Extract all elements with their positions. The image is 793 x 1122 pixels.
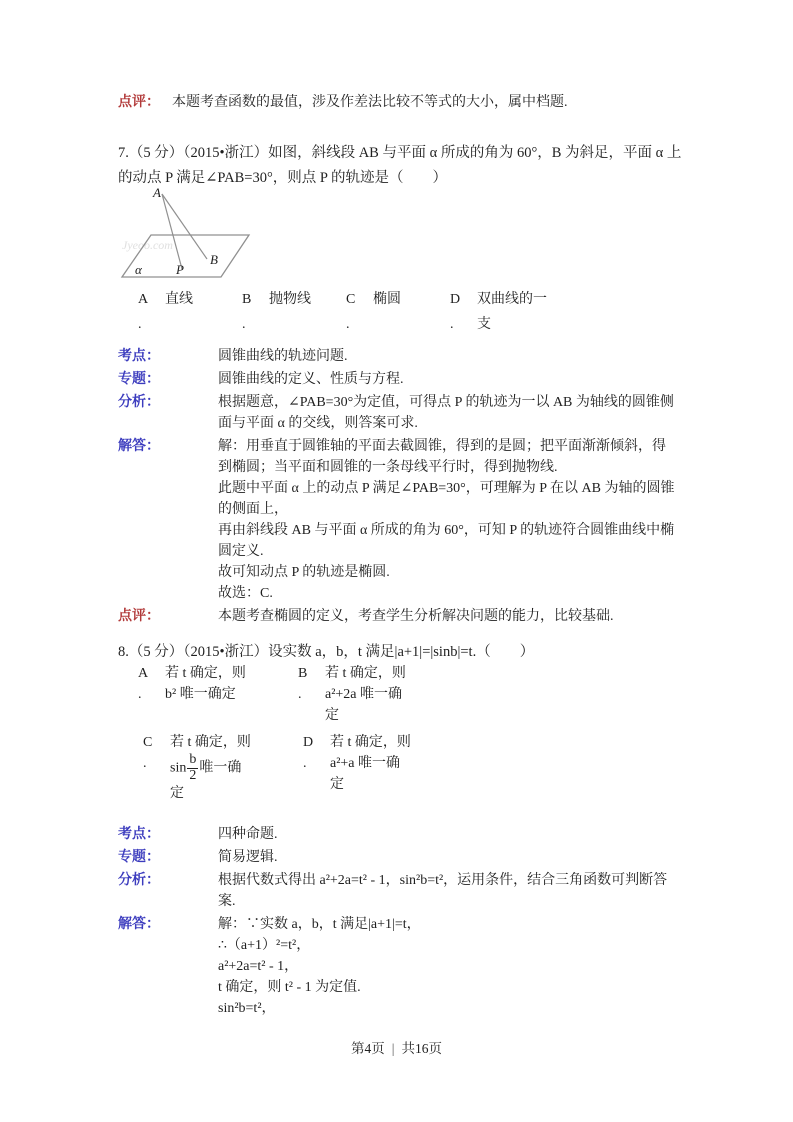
text-line: 若 t 确定，则: [325, 666, 406, 681]
footer-separator: |: [391, 1041, 395, 1056]
q8-option-A: [138, 663, 298, 726]
option-letter: B: [242, 292, 252, 307]
figure-label-A: A: [153, 187, 161, 200]
option-letter: C: [346, 292, 356, 307]
option-dot: .: [143, 756, 147, 771]
q8-option-D: [303, 732, 463, 804]
q7-row-zhuanti: [118, 369, 623, 390]
footer-current-page: 第4页: [351, 1041, 385, 1056]
kaodian-text: 圆锥曲线的轨迹问题.: [218, 349, 348, 364]
option-dot: .: [138, 687, 142, 702]
jieda-label: 解答：: [118, 917, 160, 932]
kaodian-label: 考点：: [118, 827, 160, 842]
figure-label-alpha: α: [135, 262, 142, 277]
watermark-text: Jyeoo.com: [122, 238, 173, 252]
text-line: 到椭圆；当平面和圆锥的一条母线平行时，得到抛物线.: [218, 460, 558, 475]
text-after-fraction: 唯一确: [199, 760, 242, 776]
q7-option-C-text: 椭圆: [373, 292, 401, 307]
q7-option-D: [450, 287, 554, 337]
dianping-text: 本题考查椭圆的定义，考查学生分析解决问题的能力，比较基础.: [218, 609, 614, 624]
q8-options: [118, 663, 623, 804]
q7-row-jieda: [118, 436, 675, 604]
q8-option-B: [298, 663, 458, 726]
text-line: 定: [330, 777, 344, 792]
q7-option-C: [346, 287, 450, 337]
jieda-text: [218, 914, 623, 1019]
text-line: b² 唯一确定: [165, 687, 236, 702]
review-row-top: [118, 92, 623, 114]
q8-option-B-text: [325, 663, 417, 726]
zhuanti-label: 专题：: [118, 372, 160, 387]
text-line: 故选：C.: [218, 586, 273, 601]
text-line: 的侧面上，: [218, 502, 288, 517]
q7-row-kaodian: [118, 346, 623, 367]
text-line: 再由斜线段 AB 与平面 α 所成的角为 60°，可知 P 的轨迹符合圆锥曲线中椭: [218, 523, 675, 538]
text-line: 若 t 确定，则: [170, 735, 251, 750]
text-line: ∴（a+1）²=t²，: [218, 938, 311, 953]
text-line: a²+2a=t² - 1，: [218, 959, 299, 974]
text-line: a²+2a 唯一确: [325, 687, 403, 702]
text-line: sin²b=t²，: [218, 1001, 276, 1016]
option-dot: .: [450, 317, 454, 332]
dianping-label: 点评：: [118, 609, 160, 624]
option-dot: .: [138, 317, 142, 332]
q7-option-A-text: 直线: [165, 292, 193, 307]
q7-stem-line2: 的动点 P 满足∠PAB=30°，则点 P 的轨迹是（ ）: [118, 170, 448, 186]
q8-option-C: [143, 732, 303, 804]
jieda-label: 解答：: [118, 439, 160, 454]
fraction-numerator: b: [189, 752, 197, 767]
q7-row-fenxi: [118, 392, 674, 434]
option-dot: .: [242, 317, 246, 332]
text-line: 解：∵实数 a，b，t 满足|a+1|=t，: [218, 917, 421, 932]
fenxi-label: 分析：: [118, 873, 160, 888]
q7-option-A: [138, 287, 242, 337]
text-line: 故可知动点 P 的轨迹是椭圆.: [218, 565, 390, 580]
q7-figure-svg: [110, 187, 275, 289]
q8-options-row1: [118, 663, 623, 726]
figure-label-B: B: [210, 252, 218, 267]
q7-stem: [118, 141, 682, 191]
fraction-line: [170, 753, 262, 783]
option-dot: .: [346, 317, 350, 332]
q8-option-A-text: [165, 663, 257, 726]
q7-row-dianping: [118, 606, 623, 627]
footer-total-pages: 共16页: [401, 1041, 442, 1056]
q8-row-zhuanti: [118, 847, 623, 868]
q7-explanation: [118, 346, 675, 629]
fraction-b-over-2: [187, 753, 198, 783]
q8-row-kaodian: [118, 824, 623, 845]
text-line: 圆定义.: [218, 544, 264, 559]
option-letter: D: [450, 292, 461, 307]
text-line: a²+a 唯一确: [330, 756, 401, 771]
text-line: 若 t 确定，则: [165, 666, 246, 681]
zhuanti-label: 专题：: [118, 850, 160, 865]
jieda-text: [218, 436, 675, 604]
text-line: 此题中平面 α 上的动点 P 满足∠PAB=30°，可理解为 P 在以 AB 为轴的圆锥: [218, 481, 675, 496]
q8-option-B-letter: [298, 663, 325, 726]
q8-option-D-letter: [303, 732, 330, 804]
q7-option-B: [242, 287, 346, 337]
text-line: 定: [325, 708, 339, 723]
text-line: t 确定，则 t² - 1 为定值.: [218, 980, 361, 995]
review-label: 点评：: [118, 95, 160, 110]
q8-option-D-text: [330, 732, 422, 804]
text-line: 解：用垂直于圆锥轴的平面去截圆锥，得到的是圆；把平面渐渐倾斜，得: [218, 439, 666, 454]
option-letter: A: [138, 292, 149, 307]
fenxi-text: [218, 870, 667, 912]
segment-AP: [162, 194, 182, 269]
q8-explanation: [118, 824, 668, 1021]
fenxi-text: [218, 392, 674, 434]
option-dot: .: [303, 756, 307, 771]
q7-figure: [110, 187, 275, 294]
sin-text: sin: [170, 760, 187, 776]
text-line: 根据代数式得出 a²+2a=t² - 1，sin²b=t²，运用条件，结合三角函数可判断答: [218, 873, 668, 888]
q8-option-C-letter: [143, 732, 170, 804]
q7-option-A-letter: [138, 287, 165, 337]
q7-option-B-text: 抛物线: [269, 292, 311, 307]
kaodian-text: 四种命题.: [218, 827, 278, 842]
text-line: 根据题意，∠PAB=30°为定值，可得点 P 的轨迹为一以 AB 为轴线的圆锥侧: [218, 395, 674, 410]
option-letter: A: [138, 666, 149, 681]
fenxi-label: 分析：: [118, 395, 160, 410]
zhuanti-text: 圆锥曲线的定义、性质与方程.: [218, 372, 404, 387]
text-line: 面与平面 α 的交线，则答案可求.: [218, 416, 418, 431]
q7-stem-line1: 7.（5 分）（2015•浙江）如图，斜线段 AB 与平面 α 所成的角为 60°，B 为斜足，平面 α 上: [118, 145, 682, 161]
q7-option-D-letter: [450, 287, 477, 337]
q8-row-jieda: [118, 914, 623, 1019]
option-dot: .: [298, 687, 302, 702]
option-letter: C: [143, 735, 153, 750]
q7-options: [118, 287, 643, 337]
option-letter: D: [303, 735, 314, 750]
q8-row-fenxi: [118, 870, 668, 912]
q7-option-C-letter: [346, 287, 373, 337]
text-line: 案.: [218, 894, 236, 909]
review-text: 本题考查函数的最值，涉及作差法比较不等式的大小，属中档题.: [172, 95, 568, 110]
q8-options-row2: [118, 732, 623, 804]
kaodian-label: 考点：: [118, 349, 160, 364]
q7-option-D-text: 双曲线的一支: [477, 292, 547, 332]
figure-label-P: P: [176, 262, 184, 277]
text-line: 若 t 确定，则: [330, 735, 411, 750]
fraction-denominator: 2: [189, 767, 197, 783]
option-letter: B: [298, 666, 308, 681]
q8-option-A-letter: [138, 663, 165, 726]
page-footer: [0, 1037, 793, 1057]
text-line: 定: [170, 786, 184, 802]
zhuanti-text: 简易逻辑.: [218, 850, 278, 865]
q7-option-B-letter: [242, 287, 269, 337]
q8-option-C-text: [170, 732, 262, 804]
q8-stem: 8.（5 分）（2015•浙江）设实数 a，b，t 满足|a+1|=|sinb|=t.（ ）: [118, 644, 535, 660]
